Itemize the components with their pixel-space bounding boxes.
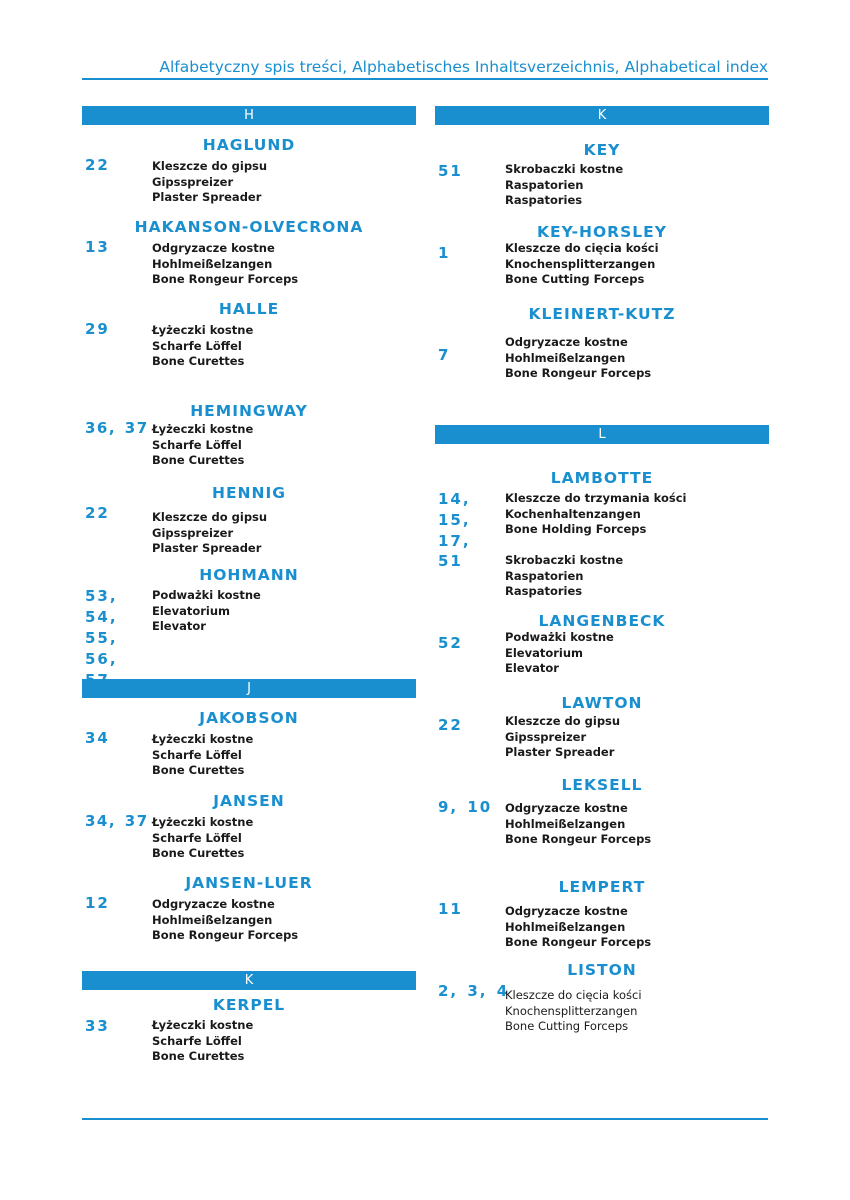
entry-line-de: Hohlmeißelzangen — [152, 256, 273, 271]
entry-line-de: Knochensplitterzangen — [505, 256, 656, 271]
entry-line-en: Bone Curettes — [152, 846, 245, 860]
entry-pages: 22 — [85, 504, 110, 522]
entry-descriptions — [505, 630, 767, 677]
entry-name: HEMINGWAY — [190, 402, 308, 420]
entry-name: HAKANSON-OLVECRONA — [134, 218, 364, 236]
entry-pages: 13 — [85, 238, 110, 256]
entry-pages: 36, 37 — [85, 419, 149, 437]
entry-line-de: Raspatorien — [505, 568, 584, 583]
entry-pages: 22 — [438, 716, 463, 734]
entry-line-pl: Kleszcze do gipsu — [152, 510, 268, 524]
entry-line-pl: Odgryzacze kostne — [505, 335, 628, 349]
entry-pages: 2, 3, 4 — [438, 982, 510, 1000]
entry-descriptions — [152, 323, 414, 370]
entry-line-de: Gipsspreizer — [152, 174, 234, 189]
entry-pages: 34 — [85, 729, 110, 747]
entry-name: HOHMANN — [199, 566, 299, 584]
entry-descriptions — [505, 801, 767, 848]
entry-line-de: Gipsspreizer — [505, 729, 587, 744]
entry-pages: 33 — [85, 1017, 110, 1035]
entry-line-pl: Kleszcze do cięcia kości — [505, 241, 659, 255]
entry-line-de: Hohlmeißelzangen — [505, 350, 626, 365]
entry-line-pl: Skrobaczki kostne — [505, 553, 624, 567]
entry-name: HENNIG — [212, 484, 286, 502]
entry-line-en: Bone Cutting Forceps — [505, 272, 645, 286]
entry-line-de: Scharfe Löffel — [152, 747, 242, 762]
entry-line-de: Scharfe Löffel — [152, 338, 242, 353]
section-bar-j: J — [82, 679, 416, 698]
entry-descriptions — [152, 588, 414, 635]
entry-line-pl: Łyżeczki kostne — [152, 422, 254, 436]
entry-descriptions — [505, 241, 767, 288]
entry-line-en: Raspatories — [505, 584, 583, 598]
entry-name: JANSEN — [213, 792, 285, 810]
entry-line-en: Bone Cutting Forceps — [505, 1019, 629, 1033]
entry-line-pl: Odgryzacze kostne — [152, 241, 275, 255]
entry-line-en: Raspatories — [505, 193, 583, 207]
entry-line-en: Bone Curettes — [152, 354, 245, 368]
entry-descriptions — [152, 159, 414, 206]
entry-pages: 52 — [438, 634, 463, 652]
entry-name: JAKOBSON — [199, 709, 299, 727]
entry-line-en: Plaster Spreader — [152, 541, 262, 555]
entry-line-de: Elevatorium — [152, 603, 231, 618]
entry-pages: 12 — [85, 894, 110, 912]
entry-line-en: Bone Curettes — [152, 763, 245, 777]
entry-pages: 51 — [438, 552, 463, 570]
entry-pages: 9, 10 — [438, 798, 493, 816]
entry-pages: 51 — [438, 162, 463, 180]
entry-line-en: Bone Rongeur Forceps — [505, 832, 652, 846]
entry-name: LEKSELL — [561, 776, 643, 794]
entry-pages: 34, 37 — [85, 812, 149, 830]
section-bar-k: K — [435, 106, 769, 125]
entry-line-pl: Łyżeczki kostne — [152, 815, 254, 829]
entry-descriptions — [505, 988, 767, 1035]
entry-line-en: Plaster Spreader — [505, 745, 615, 759]
entry-line-pl: Podważki kostne — [505, 630, 614, 644]
entry-descriptions — [505, 904, 767, 951]
entry-line-de: Scharfe Löffel — [152, 1033, 242, 1048]
entry-line-en: Bone Holding Forceps — [505, 522, 647, 536]
entry-descriptions — [505, 335, 767, 382]
entry-line-en: Elevator — [505, 661, 559, 675]
entry-name: LAWTON — [561, 694, 643, 712]
page-title: Alfabetyczny spis treści, Alphabetisches Inhaltsverzeichnis, Alphabetical index — [159, 58, 768, 76]
section-bar-k: K — [82, 971, 416, 990]
entry-line-de: Hohlmeißelzangen — [505, 919, 626, 934]
entry-line-en: Bone Curettes — [152, 1049, 245, 1063]
entry-name: KLEINERT-KUTZ — [528, 305, 676, 323]
entry-pages: 11 — [438, 900, 463, 918]
entry-descriptions — [505, 553, 767, 600]
entry-line-pl: Kleszcze do cięcia kości — [505, 988, 642, 1002]
entry-descriptions — [152, 241, 414, 288]
entry-name: JANSEN-LUER — [185, 874, 313, 892]
entry-line-pl: Łyżeczki kostne — [152, 1018, 254, 1032]
entry-pages: 14, 15, 17, — [438, 490, 471, 550]
entry-line-en: Bone Rongeur Forceps — [505, 366, 652, 380]
entry-line-pl: Skrobaczki kostne — [505, 162, 624, 176]
entry-line-de: Scharfe Löffel — [152, 830, 242, 845]
entry-line-pl: Odgryzacze kostne — [505, 801, 628, 815]
entry-descriptions — [505, 714, 767, 761]
entry-name: LEMPERT — [558, 878, 646, 896]
entry-name: LISTON — [567, 961, 637, 979]
entry-line-de: Kochenhaltenzangen — [505, 506, 641, 521]
entry-descriptions — [152, 815, 414, 862]
entry-line-de: Hohlmeißelzangen — [152, 912, 273, 927]
top-divider — [82, 78, 768, 80]
entry-descriptions — [152, 1018, 414, 1065]
section-bar-h: H — [82, 106, 416, 125]
entry-name: KEY — [583, 141, 621, 159]
entry-line-pl: Łyżeczki kostne — [152, 323, 254, 337]
entry-line-de: Knochensplitterzangen — [505, 1003, 638, 1018]
entry-line-de: Raspatorien — [505, 177, 584, 192]
entry-descriptions — [505, 491, 767, 538]
entry-pages: 29 — [85, 320, 110, 338]
entry-name: KERPEL — [212, 996, 286, 1014]
entry-name: LANGENBECK — [538, 612, 666, 630]
entry-descriptions — [152, 732, 414, 779]
entry-pages: 7 — [438, 346, 451, 364]
section-bar-l: L — [435, 425, 769, 444]
entry-pages: 1 — [438, 244, 451, 262]
entry-line-de: Hohlmeißelzangen — [505, 816, 626, 831]
entry-line-pl: Odgryzacze kostne — [505, 904, 628, 918]
entry-line-en: Bone Rongeur Forceps — [505, 935, 652, 949]
entry-line-en: Elevator — [152, 619, 206, 633]
entry-descriptions — [152, 897, 414, 944]
entry-line-en: Bone Curettes — [152, 453, 245, 467]
entry-line-de: Scharfe Löffel — [152, 437, 242, 452]
entry-line-en: Plaster Spreader — [152, 190, 262, 204]
entry-descriptions — [505, 162, 767, 209]
entry-line-de: Elevatorium — [505, 645, 584, 660]
entry-name: HALLE — [218, 300, 280, 318]
entry-descriptions — [152, 422, 414, 469]
entry-pages: 22 — [85, 156, 110, 174]
entry-line-pl: Odgryzacze kostne — [152, 897, 275, 911]
entry-line-de: Gipsspreizer — [152, 525, 234, 540]
entry-name: HAGLUND — [202, 136, 296, 154]
bottom-divider — [82, 1118, 768, 1120]
entry-line-pl: Łyżeczki kostne — [152, 732, 254, 746]
entry-line-pl: Kleszcze do trzymania kości — [505, 491, 687, 505]
entry-line-pl: Kleszcze do gipsu — [152, 159, 268, 173]
entry-descriptions — [152, 510, 414, 557]
entry-name: LAMBOTTE — [550, 469, 654, 487]
entry-line-en: Bone Rongeur Forceps — [152, 272, 299, 286]
entry-line-pl: Kleszcze do gipsu — [505, 714, 621, 728]
entry-line-en: Bone Rongeur Forceps — [152, 928, 299, 942]
entry-name: KEY-HORSLEY — [537, 223, 667, 241]
entry-pages: 53, 54, 55, 56, — [85, 587, 118, 668]
entry-line-pl: Podważki kostne — [152, 588, 261, 602]
